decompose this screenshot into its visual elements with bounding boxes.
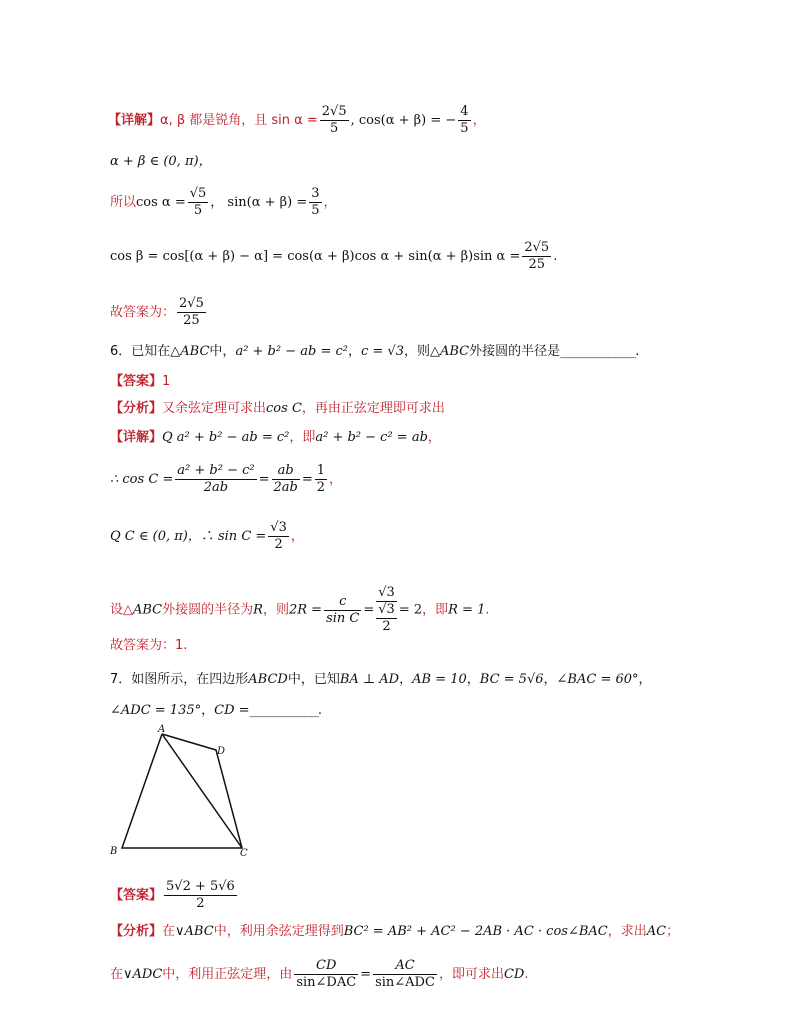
label-c: C bbox=[240, 848, 248, 859]
label-a: A bbox=[158, 724, 166, 735]
q7-stem-2: ∠ADC = 135°，CD =__________. bbox=[110, 703, 322, 718]
answer-blank: ___________ bbox=[560, 344, 636, 359]
q7-analysis-2: 在∨ADC中，利用正弦定理，由 $\frac{CD}{\text{sin∠DAC}}$ = $\frac{AC}{\text{sin∠ADC}}$ ，即可求出CD. bbox=[110, 958, 529, 990]
cosbeta-line: cos β = cos[(α + β) − α] = cos(α + β)cos α + sin(α + β)sin α = $\frac{2√5}{25}$ . bbox=[110, 240, 558, 272]
compound-fraction: √3 √3 2 bbox=[378, 585, 395, 634]
fraction: $\frac{√5}{5}$ bbox=[189, 186, 207, 218]
fraction: $\frac{2√5}{5}$ bbox=[321, 104, 347, 136]
figure-diagonal-ac bbox=[162, 734, 242, 848]
q6-final: 故答案为：1. bbox=[110, 638, 188, 653]
fraction: $\frac{ab}{2ab}$ bbox=[273, 463, 298, 495]
q5-answer-line: 故答案为： $\frac{2√5}{25}$ bbox=[110, 296, 204, 328]
fraction: $\frac{3}{5}$ bbox=[311, 186, 320, 218]
q5-detail-line: 【详解】α, β 都是锐角，且 sin α = $\frac{2√5}{5}$ , cos(α + β) = − $\frac{4}{5}$ ， bbox=[108, 104, 486, 136]
fraction: $\frac{c}{\text{sin C}}$ bbox=[326, 593, 360, 626]
detail-tag: 【详解】 bbox=[108, 113, 161, 128]
q6-detail-2: ∴ cos C = $\frac{\text{a² + b² − c²}}{2ab}$ = $\frac{ab}{2ab}$ = $\frac{1}{2}$ ， bbox=[110, 463, 343, 495]
label-b: B bbox=[110, 846, 118, 857]
quadrilateral-figure bbox=[100, 722, 270, 862]
fraction: $\frac{5√2 + 5√6}{2}$ bbox=[166, 879, 235, 911]
fraction: $\frac{2√5}{25}$ bbox=[179, 296, 204, 328]
fraction: $\frac{AC}{\text{sin∠ADC}}$ bbox=[375, 958, 435, 990]
q7-answer: 【答案】 $\frac{5√2 + 5√6}{2}$ bbox=[110, 879, 235, 911]
fraction: $\frac{4}{5}$ bbox=[460, 104, 469, 136]
label-d: D bbox=[217, 746, 226, 757]
q6-detail-4: 设△ABC外接圆的半径为R，则2R = $\frac{c}{\text{sin C}}$ = √3 √3 2 = 2，即R = 1. bbox=[110, 585, 490, 634]
q6-answer: 【答案】1 bbox=[110, 374, 171, 389]
fraction: $\frac{√3}{2}$ bbox=[270, 520, 287, 552]
q6-detail-1: 【详解】Q a² + b² − ab = c²，即a² + b² − c² = ab， bbox=[110, 430, 441, 445]
fraction: $\frac{\text{a² + b² − c²}}{2ab}$ bbox=[177, 463, 255, 495]
answer-blank: __________ bbox=[249, 703, 318, 718]
q6-stem: 6．已知在△ABC中，a² + b² − ab = c²，c = √3，则△ABC外接圆的半径是___________. bbox=[110, 344, 640, 359]
q6-detail-3: Q C ∈ (0, π)，∴ sin C = $\frac{√3}{2}$ ， bbox=[110, 520, 304, 552]
fraction: $\frac{1}{2}$ bbox=[316, 463, 326, 495]
q7-analysis-1: 【分析】在∨ABC中，利用余弦定理得到BC² = AB² + AC² − 2AB · AC · cos∠BAC，求出AC； bbox=[110, 924, 680, 939]
so-line: 所以cos α = $\frac{√5}{5}$ ， sin(α + β) = $\frac{3}{5}$ ， bbox=[110, 186, 337, 218]
fraction: $\frac{2√5}{25}$ bbox=[524, 240, 550, 272]
detail-text: α, β 都是锐角，且 sin α = bbox=[160, 113, 318, 128]
q6-analysis: 【分析】又余弦定理可求出cos C，再由正弦定理即可求出 bbox=[110, 401, 445, 416]
fraction: $\frac{CD}{\text{sin∠DAC}}$ bbox=[296, 958, 357, 990]
q7-stem-1: 7．如图所示，在四边形ABCD中，已知BA ⊥ AD，AB = 10，BC = 5√6，∠BAC = 60°， bbox=[110, 672, 652, 687]
range-line: α + β ∈ (0, π)， bbox=[110, 154, 212, 169]
